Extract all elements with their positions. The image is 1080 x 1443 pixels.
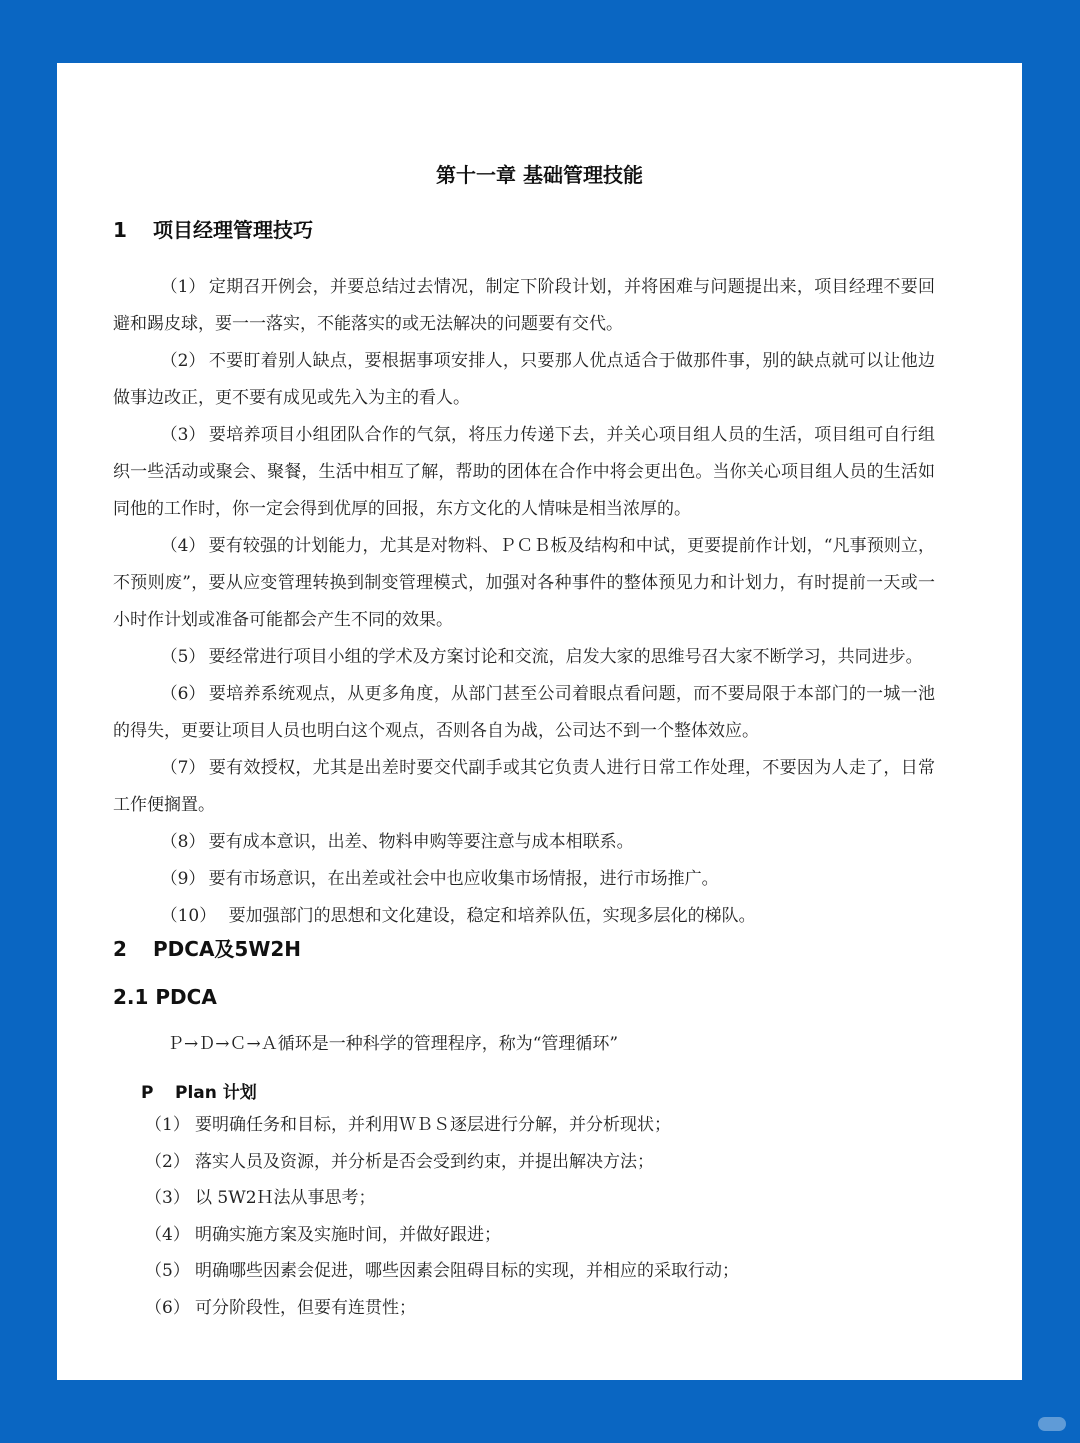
paragraph-text: 要有较强的计划能力，尤其是对物料、ＰＣＢ板及结构和中试，更要提前作计划，“凡事预则立，不预则废”，要从应变管理转换到制变管理模式，加强对各种事件的整体预见力和计划力，有时提前一天或一小时作计划或准备可能都会产生不同的效果。 — [113, 536, 935, 630]
paragraph-text: 不要盯着别人缺点，要根据事项安排人，只要那人优点适合于做那件事，别的缺点就可以让他边做事边改正，更不要有成见或先入为主的看人。 — [113, 351, 935, 408]
paragraph-6 — [113, 676, 935, 750]
paragraph-number: （9） — [160, 869, 206, 889]
paragraph-2 — [113, 343, 935, 417]
paragraph-number: （1） — [160, 277, 206, 297]
section-1-title: 项目经理管理技巧 — [153, 218, 313, 242]
paragraph-number: （10） — [160, 906, 217, 926]
section-2-title: PDCA及5W2H — [153, 937, 302, 961]
document-page — [57, 63, 1022, 1380]
list-item — [145, 1144, 739, 1181]
paragraph-10 — [113, 898, 935, 935]
list-item — [145, 1253, 739, 1290]
paragraph-4 — [113, 528, 935, 639]
list-item — [145, 1217, 739, 1254]
watermark-badge — [1038, 1417, 1066, 1431]
pdca-cycle-text: Ｐ→Ｄ→Ｃ→Ａ循环是一种科学的管理程序，称为“管理循环” — [167, 1034, 619, 1054]
paragraph-number: （3） — [160, 425, 206, 445]
list-item-text: 明确实施方案及实施时间，并做好跟进； — [195, 1224, 501, 1245]
paragraph-number: （4） — [160, 536, 206, 556]
paragraph-text: 要加强部门的思想和文化建设，稳定和培养队伍，实现多层化的梯队。 — [228, 906, 756, 926]
list-item-number: （4） — [145, 1224, 190, 1245]
section-2-number: 2 — [113, 937, 127, 961]
list-item — [145, 1107, 739, 1144]
paragraph-text: 要培养系统观点，从更多角度，从部门甚至公司着眼点看问题，而不要局限于本部门的一城一池的得失，更要让项目人员也明白这个观点，否则各自为战，公司达不到一个整体效应。 — [113, 684, 935, 741]
paragraph-number: （2） — [160, 351, 206, 371]
list-item-number: （5） — [145, 1261, 190, 1282]
paragraph-text: 要有市场意识，在出差或社会中也应收集市场情报，进行市场推广。 — [208, 869, 719, 889]
plan-heading — [141, 1078, 257, 1103]
list-item — [145, 1290, 739, 1327]
list-item-text: 要明确任务和目标，并利用ＷＢＳ逐层进行分解，并分析现状； — [195, 1115, 671, 1135]
paragraph-9 — [113, 861, 935, 898]
paragraph-1 — [113, 269, 935, 343]
paragraph-8 — [113, 824, 935, 861]
paragraph-3 — [113, 417, 935, 528]
list-item-text: 落实人员及资源，并分析是否会受到约束，并提出解决方法； — [195, 1151, 654, 1172]
list-item-text: 可分阶段性，但要有连贯性； — [195, 1297, 416, 1318]
section-2-heading — [113, 933, 301, 962]
paragraph-text: 要培养项目小组团队合作的气氛，将压力传递下去，并关心项目组人员的生活，项目组可自行组织一些活动或聚会、聚餐，生活中相互了解，帮助的团体在合作中将会更出色。当你关心项目组人员的生活如同他的工作时，你一定会得到优厚的回报，东方文化的人情味是相当浓厚的。 — [113, 425, 935, 519]
paragraph-text: 要有效授权，尤其是出差时要交代副手或其它负责人进行日常工作处理，不要因为人走了，日常工作便搁置。 — [113, 758, 935, 815]
list-item-number: （2） — [145, 1151, 190, 1172]
plan-title: Plan 计划 — [175, 1083, 257, 1103]
paragraph-number: （6） — [160, 684, 206, 704]
section-1-number: 1 — [113, 218, 127, 242]
plan-letter: P — [141, 1083, 154, 1103]
paragraph-number: （7） — [160, 758, 206, 778]
chapter-title: 第十一章 基础管理技能 — [436, 163, 643, 187]
paragraph-number: （8） — [160, 832, 206, 852]
list-item-number: （1） — [145, 1115, 190, 1135]
list-item-text: 明确哪些因素会促进，哪些因素会阻碍目标的实现，并相应的采取行动； — [195, 1261, 739, 1282]
paragraph-text: 要有成本意识，出差、物料申购等要注意与成本相联系。 — [208, 832, 634, 852]
list-item-number: （6） — [145, 1297, 190, 1318]
paragraph-number: （5） — [160, 647, 206, 667]
list-item-number: （3） — [145, 1188, 190, 1209]
paragraph-text: 定期召开例会，并要总结过去情况，制定下阶段计划，并将困难与问题提出来，项目经理不要回避和踢皮球，要一一落实，不能落实的或无法解决的问题要有交代。 — [113, 277, 935, 334]
plan-list — [145, 1107, 739, 1327]
list-item — [145, 1180, 739, 1217]
section-1-heading — [113, 214, 313, 243]
list-item-text: 以 5W2Ｈ法从事思考； — [195, 1188, 376, 1209]
section-1-body — [113, 269, 935, 935]
paragraph-text: 要经常进行项目小组的学术及方案讨论和交流，启发大家的思维号召大家不断学习，共同进步。 — [208, 647, 923, 667]
section-2-1-heading: 2.1 PDCA — [113, 985, 217, 1009]
paragraph-5 — [113, 639, 935, 676]
paragraph-7 — [113, 750, 935, 824]
